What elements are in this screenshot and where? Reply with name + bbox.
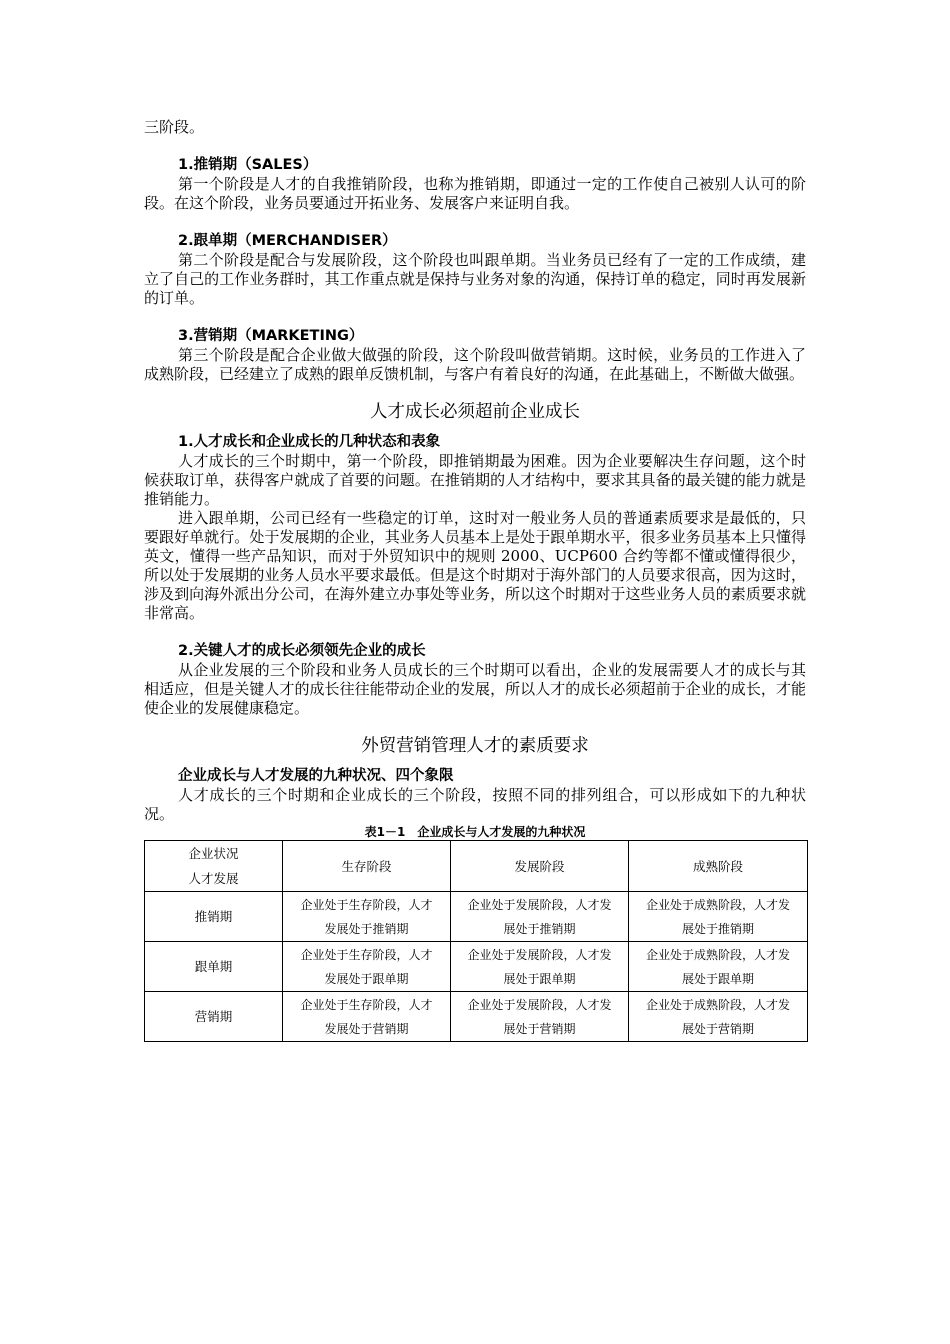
cell-line: 企业处于发展阶段，人才发 [467,897,612,912]
table-cell [629,892,808,942]
table-cell [451,942,629,992]
spacer [144,137,806,156]
cell-line: 企业处于发展阶段，人才发 [467,997,612,1012]
spacer [144,308,806,327]
cell-line: 发展处于跟单期 [324,971,409,986]
table-cell [283,942,451,992]
spacer [144,758,806,767]
cell-line: 展处于推销期 [503,921,576,936]
table-cell [451,992,629,1042]
paragraph-nine-situations: 人才成长的三个时期和企业成长的三个阶段，按照不同的排列组合，可以形成如下的九种状况。 [144,786,806,823]
cell-line: 发展处于推销期 [324,921,409,936]
sub-heading-key-talent: 2.关键人才的成长必须领先企业的成长 [178,643,426,659]
table-cell [629,942,808,992]
cell-line: 发展处于营销期 [324,1021,409,1036]
cell-line: 企业处于成熟阶段，人才发 [645,897,790,912]
stage-text-merchandiser: 第二个阶段是配合与发展阶段，这个阶段也叫跟单期。当业务员已经有了一定的工作成绩，建立了自己的工作业务群时，其工作重点就是保持与业务对象的沟通，保持订单的稳定，同时再发展新的订单。 [144,251,806,307]
table-caption: 表1－1 企业成长与人才发展的九种状况 [364,825,586,839]
spacer [144,424,806,433]
table-header-row [145,841,808,892]
cell-line: 企业处于生存阶段，人才 [300,997,433,1012]
paragraph-key-talent: 从企业发展的三个阶段和业务人员成长的三个时期可以看出，企业的发展需要人才的成长与其相适应，但是关键人才的成长往往能带动企业的发展，所以人才的成长必须超前于企业的成长，才能使企业的发展健康稳定。 [144,661,806,717]
cell-line: 展处于营销期 [503,1021,576,1036]
stage-heading-sales: 1.推销期（SALES） [178,157,318,173]
corner-label-enterprise: 企业状况 [188,846,239,861]
spacer [144,384,806,400]
cell-line: 展处于推销期 [681,921,754,936]
cell-line: 企业处于发展阶段，人才发 [467,947,612,962]
stage-heading-marketing: 3.营销期（MARKETING） [178,328,364,344]
cell-line: 展处于营销期 [681,1021,754,1036]
cell-line: 企业处于生存阶段，人才 [300,947,433,962]
table-cell [451,892,629,942]
cell-line: 企业处于成熟阶段，人才发 [645,997,790,1012]
spacer [144,213,806,232]
section-title-quality-requirements: 外贸营销管理人才的素质要求 [361,736,589,756]
row-label: 营销期 [145,992,283,1042]
column-header: 生存阶段 [283,841,451,892]
column-header: 成熟阶段 [629,841,808,892]
stage-heading-merchandiser: 2.跟单期（MERCHANDISER） [178,233,397,249]
table-row [145,892,808,942]
table-cell [629,992,808,1042]
stage-text-sales: 第一个阶段是人才的自我推销阶段，也称为推销期，即通过一定的工作使自己被别人认可的阶段。在这个阶段，业务员要通过开拓业务、发展客户来证明自我。 [144,175,806,212]
sub-heading-nine-situations: 企业成长与人才发展的九种状况、四个象限 [178,768,454,784]
document-page [144,118,806,1042]
stage-text-marketing: 第三个阶段是配合企业做大做强的阶段，这个阶段叫做营销期。这时候，业务员的工作进入了成熟阶段，已经建立了成熟的跟单反馈机制，与客户有着良好的沟通，在此基础上，不断做大做强。 [144,346,806,383]
cell-line: 企业处于成熟阶段，人才发 [645,947,790,962]
table-row [145,992,808,1042]
lead-line: 三阶段。 [144,118,205,136]
spacer [144,718,806,734]
cell-line: 企业处于生存阶段，人才 [300,897,433,912]
table-row [145,942,808,992]
sub-heading-states: 1.人才成长和企业成长的几种状态和表象 [178,434,441,450]
corner-label-talent: 人才发展 [188,871,239,886]
nine-situations-table [144,840,808,1042]
cell-line: 展处于跟单期 [503,971,576,986]
cell-line: 展处于跟单期 [681,971,754,986]
table-cell [283,992,451,1042]
section-title-talent-growth: 人才成长必须超前企业成长 [370,402,580,422]
paragraph-sales-phase: 人才成长的三个时期中，第一个阶段，即推销期最为困难。因为企业要解决生存问题，这个时候获取订单，获得客户就成了首要的问题。在推销期的人才结构中，要求其具备的最关键的能力就是推销能力。 [144,452,806,508]
table-corner-cell [145,841,283,892]
spacer [144,623,806,642]
table-cell [283,892,451,942]
column-header: 发展阶段 [451,841,629,892]
paragraph-merchandiser-phase: 进入跟单期，公司已经有一些稳定的订单，这时对一般业务人员的普通素质要求是最低的，只要跟好单就行。处于发展期的企业，其业务人员基本上是处于跟单期水平，很多业务员基本上只懂得英文，懂得一些产品知识，而对于外贸知识中的规则 2000、UCP600 合约等都不懂或懂得很少，所以处于发展期的业务人员水平要求最低。但是这个时期对于海外部门的人员要求很高，因为这时，涉及到向海外派出分公司，在海外建立办事处等业务，所以这个时期对于这些业务人员的素质要求就非常高。 [144,509,806,622]
row-label: 跟单期 [145,942,283,992]
row-label: 推销期 [145,892,283,942]
